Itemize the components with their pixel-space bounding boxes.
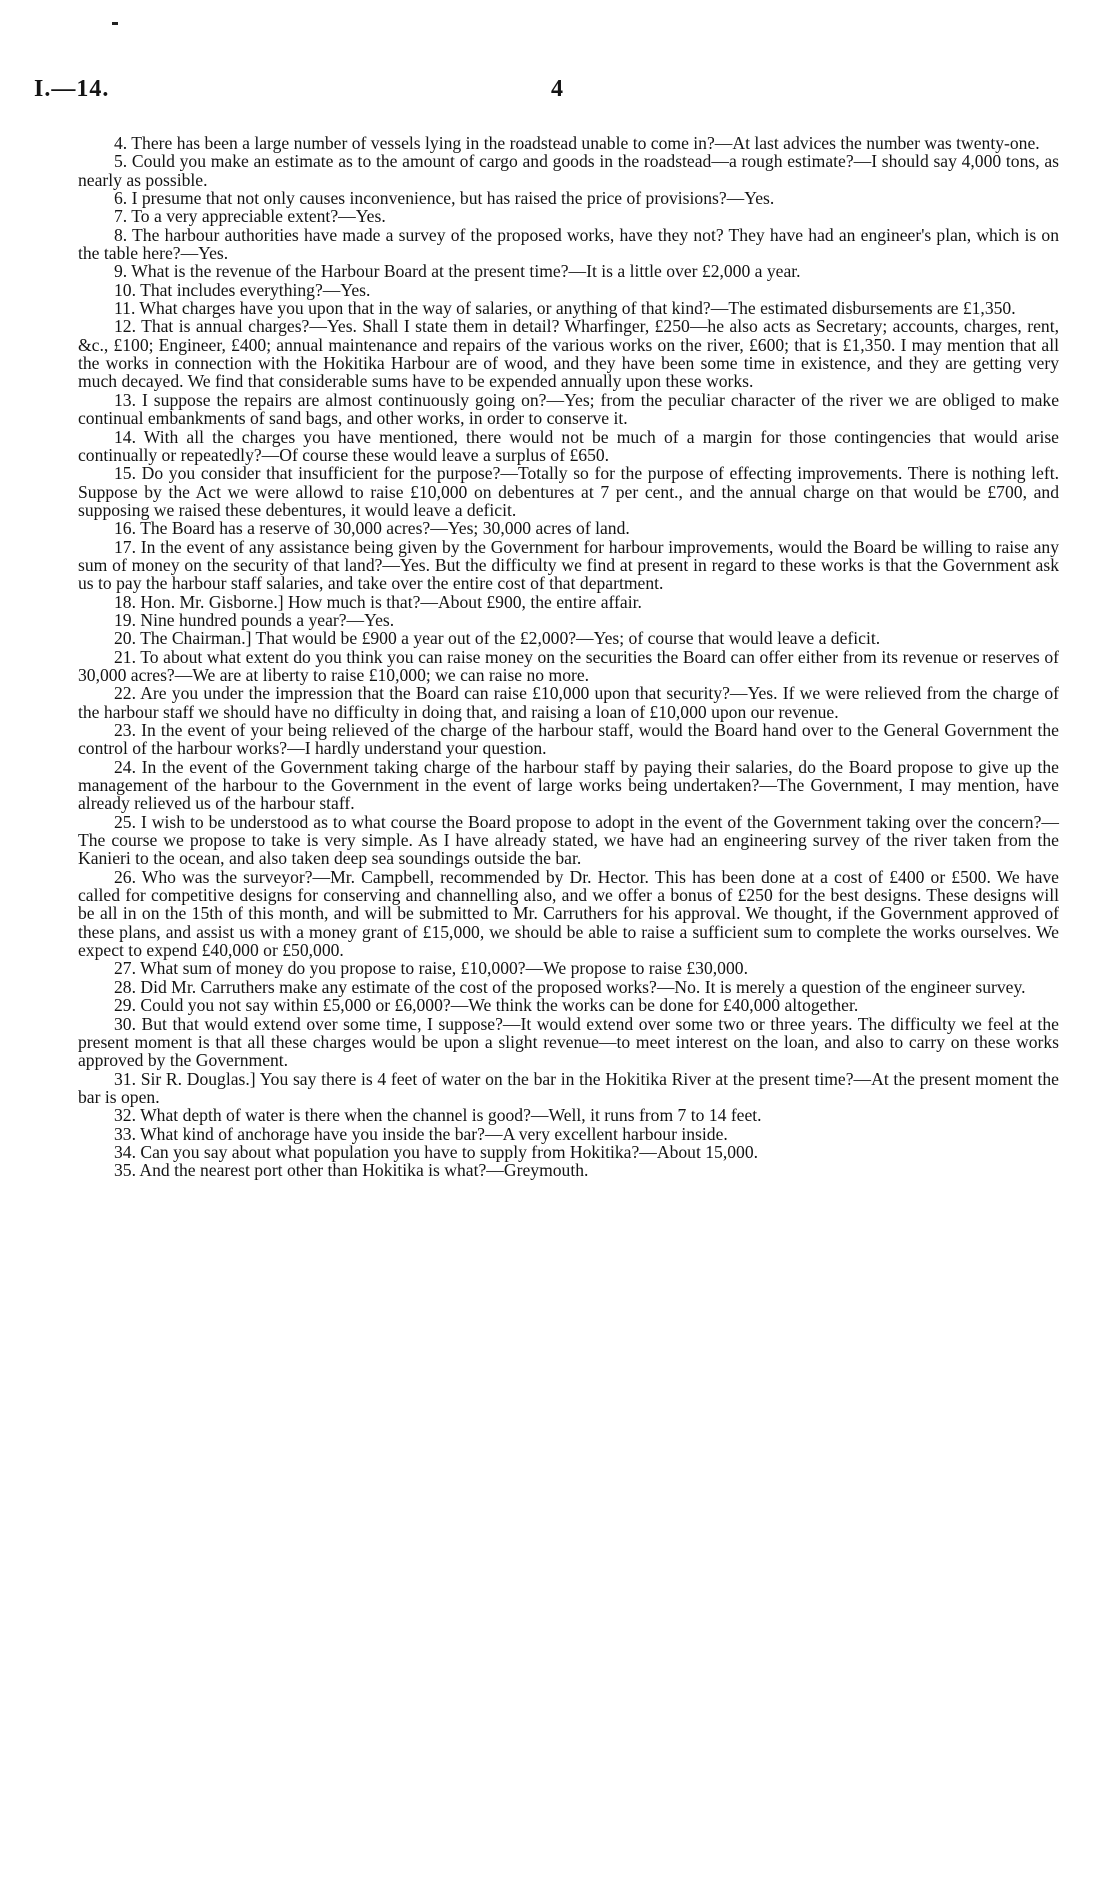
paragraph-q26: 26. Who was the surveyor?—Mr. Campbell, recommended by Dr. Hector. This has been done at a cost of £400 or £500. We have called for competitive designs for conserving and channelling also, and we offer a bonus of £250 for the best designs. These designs will be all in on the 15th of this month, and will be submitted to Mr. Carruthers for his approval. We thought, if the Government approved of these plans, and assist us with a money grant of £15,000, we should be able to raise a sufficient sum to complete the works ourselves. We expect to expend £40,000 or £50,000. bbox=[78, 866, 1059, 961]
paragraph-q32: 32. What depth of water is there when the channel is good?—Well, it runs from 7 to 14 feet. bbox=[114, 1105, 762, 1126]
paragraph-q4: 4. There has been a large number of vessels lying in the roadstead unable to come in?—At last advices the number was twenty-one. bbox=[114, 133, 1040, 153]
paragraph-q31: 31. Sir R. Douglas.] You say there is 4 feet of water on the bar in the Hokitika River at the present time?—At the present moment the bar is open. bbox=[78, 1068, 1059, 1107]
paragraph-q34: 34. Can you say about what population you have to supply from Hokitika?—About 15,000. bbox=[114, 1141, 759, 1162]
paragraph-q27: 27. What sum of money do you propose to raise, £10,000?—We propose to raise £30,000. bbox=[114, 958, 748, 979]
paragraph-q33: 33. What kind of anchorage have you inside the bar?—A very excellent harbour inside. bbox=[114, 1123, 728, 1144]
paragraph-q21: 21. To about what extent do you think you can raise money on the securities the Board can offer either from its revenue or reserves of 30,000 acres?—We are at liberty to raise £10,000; we can raise no more. bbox=[78, 646, 1059, 685]
paragraph-q12: 12. That is annual charges?—Yes. Shall I state them in detail? Wharfinger, £250—he also acts as Secretary; accounts, charges, rent, &c., £100; Engineer, £400; annual maintenance and repairs of the various works on the river, £600; that is £1,350. I may mention that all the works in connection with the Hokitika Harbour are of wood, and they have been some time in existence, and they are getting very much decayed. We find that considerable sums have to be expended annually upon these works. bbox=[78, 316, 1059, 392]
paragraph-q14: 14. With all the charges you have mentioned, there would not be much of a margin for those contingencies that would arise continually or repeatedly?—Of course these would leave a surplus of £650. bbox=[78, 426, 1059, 465]
paragraph-q8: 8. The harbour authorities have made a survey of the proposed works, have they not? They have had an engineer's plan, which is on the table here?—Yes. bbox=[78, 224, 1059, 264]
paragraph-q16: 16. The Board has a reserve of 30,000 acres?—Yes; 30,000 acres of land. bbox=[114, 518, 630, 539]
paragraph-q29: 29. Could you not say within £5,000 or £6,000?—We think the works can be done for £40,000 altogether. bbox=[114, 995, 859, 1016]
paragraph-q10: 10. That includes everything?—Yes. bbox=[114, 279, 371, 300]
paragraph-q20: 20. The Chairman.] That would be £900 a year out of the £2,000?—Yes; of course that would leave a deficit. bbox=[114, 628, 881, 649]
paragraph-q19: 19. Nine hundred pounds a year?—Yes. bbox=[114, 609, 395, 630]
paragraph-q9: 9. What is the revenue of the Harbour Board at the present time?—It is a little over £2,000 a year. bbox=[114, 261, 801, 282]
paragraph-q5: 5. Could you make an estimate as to the amount of cargo and goods in the roadstead—a rough estimate?—I should say 4,000 tons, as nearly as possible. bbox=[78, 151, 1059, 190]
paragraph-q17: 17. In the event of any assistance being given by the Government for harbour improvements, would the Board be willing to raise any sum of money on the security of that land?—Yes. But the difficulty we find at present in regard to these works is that the Government ask us to pay the harbour staff salaries, and take over the entire cost of that department. bbox=[78, 536, 1059, 594]
document-reference: I.—14. bbox=[34, 76, 110, 102]
paragraph-q6: 6. I presume that not only causes inconvenience, but has raised the price of provisions?—Yes. bbox=[114, 188, 775, 209]
paragraph-q35: 35. And the nearest port other than Hokitika is what?—Greymouth. bbox=[114, 1160, 589, 1181]
paragraph-q24: 24. In the event of the Government taking charge of the harbour staff by paying their salaries, do the Board propose to give up the management of the harbour to the Government in the event of large works being undertaken?—The Government, I may mention, have already relieved us of the harbour staff. bbox=[78, 756, 1059, 814]
paragraph-q23: 23. In the event of your being relieved of the charge of the harbour staff, would the Board hand over to the General Government the control of the harbour works?—I hardly understand your question. bbox=[78, 720, 1059, 759]
paragraph-q11: 11. What charges have you upon that in the way of salaries, or anything of that kind?—The estimated disbursements are £1,350. bbox=[114, 298, 1016, 319]
paragraph-q28: 28. Did Mr. Carruthers make any estimate of the cost of the proposed works?—No. It is merely a question of the engineer survey. bbox=[114, 976, 1026, 997]
paragraph-q22: 22. Are you under the impression that the Board can raise £10,000 upon that security?—Yes. If we were relieved from the charge of the harbour staff we should have no difficulty in doing that, and raising a loan of £10,000 upon our revenue. bbox=[78, 683, 1059, 722]
testimony-body bbox=[78, 134, 1059, 1180]
paragraph-q7: 7. To a very appreciable extent?—Yes. bbox=[114, 206, 386, 227]
paragraph-q30: 30. But that would extend over some time, I suppose?—It would extend over some two or three years. The difficulty we feel at the present moment is that all these charges would be upon a slight revenue—to meet interest on the loan, and also to carry on these works approved by the Government. bbox=[78, 1013, 1059, 1071]
paragraph-q25: 25. I wish to be understood as to what course the Board propose to adopt in the event of the Government taking over the concern?—The course we propose to take is very simple. As I have already stated, we have had an engineering survey of the river taken from the Kanieri to the ocean, and also taken deep sea soundings outside the bar. bbox=[78, 811, 1059, 869]
paragraph-q18: 18. Hon. Mr. Gisborne.] How much is that?—About £900, the entire affair. bbox=[114, 591, 642, 612]
page-number: 4 bbox=[551, 76, 563, 102]
paragraph-q15: 15. Do you consider that insufficient for the purpose?—Totally so for the purpose of effecting improvements. There is nothing left. Suppose by the Act we were allowd to raise £10,000 on debentures at 7 per cent., and the annual charge on that would be £700, and supposing we raised these debentures, it would leave a deficit. bbox=[78, 463, 1059, 520]
paragraph-q13: 13. I suppose the repairs are almost continuously going on?—Yes; from the peculiar character of the river we are obliged to make continual embankments of sand bags, and other works, in order to conserve it. bbox=[78, 389, 1059, 429]
margin-mark bbox=[112, 22, 118, 25]
